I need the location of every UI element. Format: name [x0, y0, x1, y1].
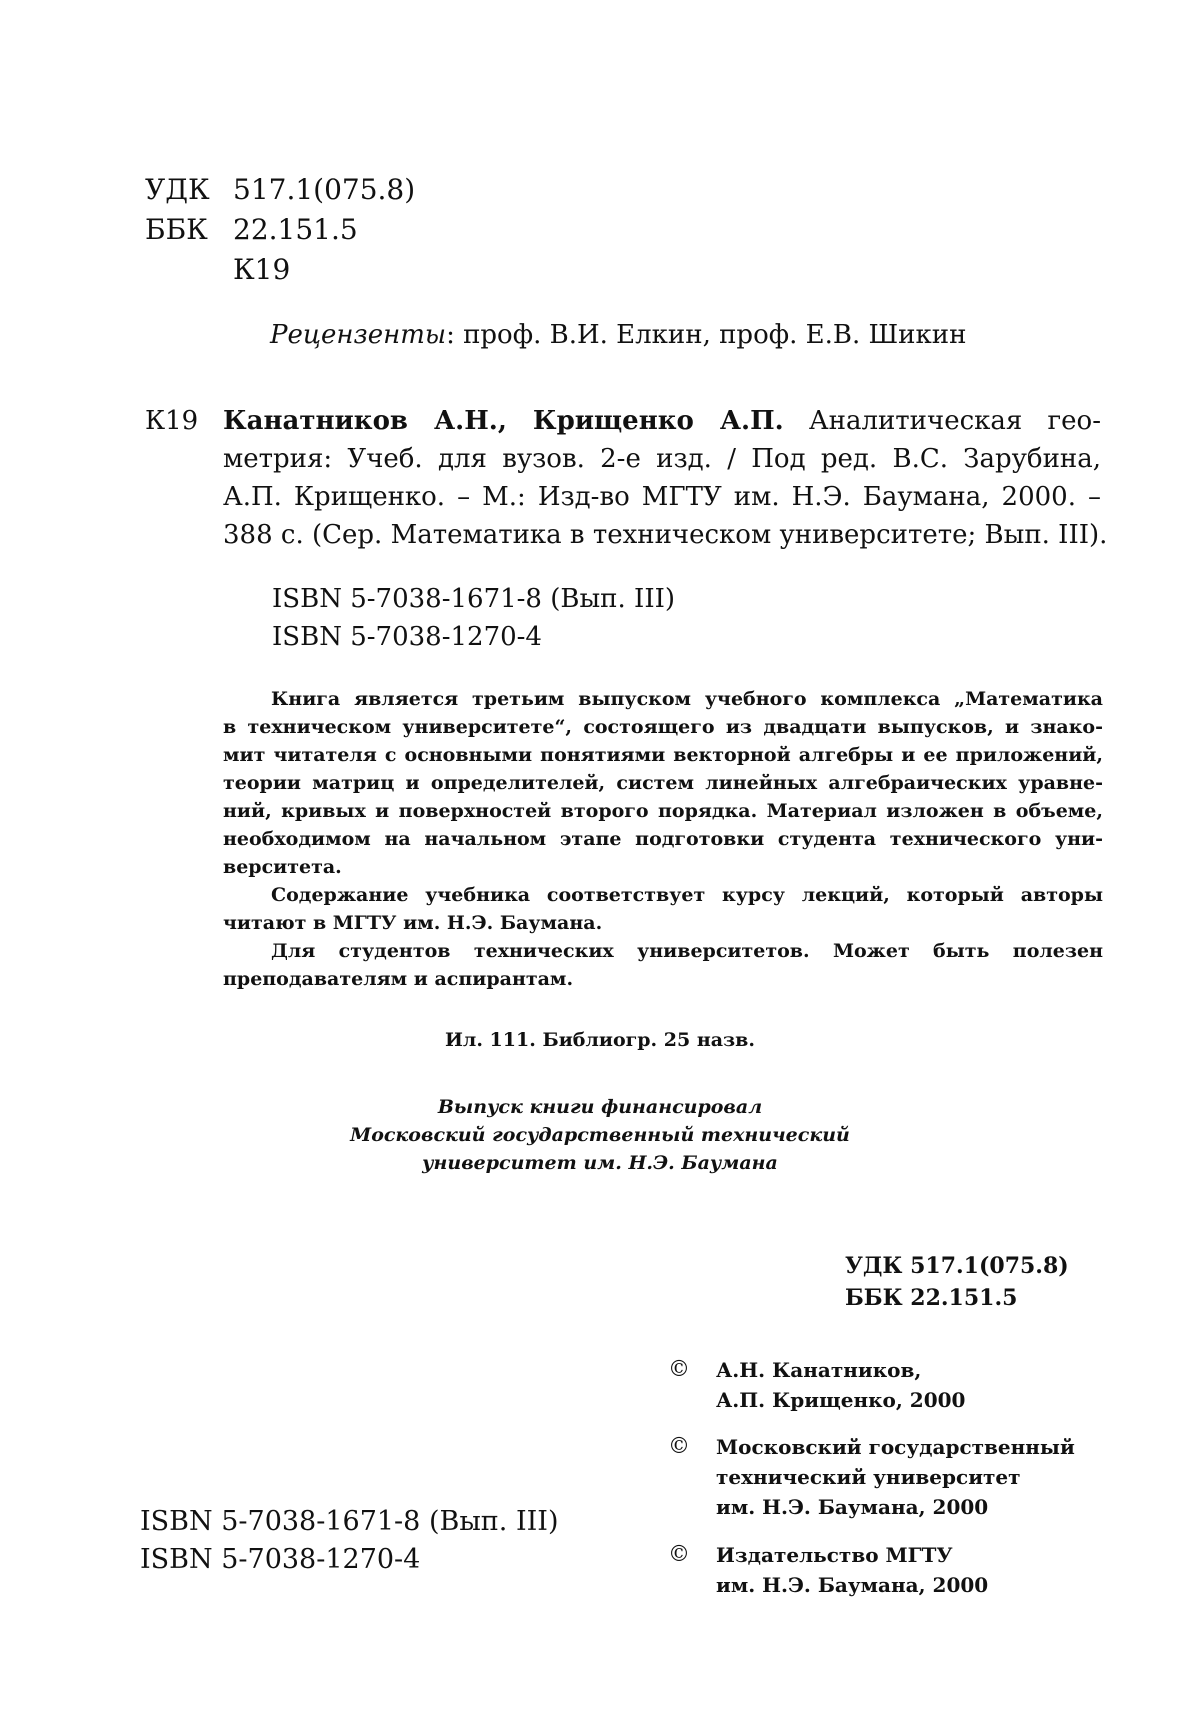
reviewers-text: : проф. В.И. Елкин, проф. Е.В. Шикин: [446, 320, 967, 350]
annotation-line: Содержание учебника соответствует курсу лекций, который авторы: [271, 884, 1103, 906]
illustrations-count: Ил. 111. Библиогр. 25 назв.: [444, 1029, 755, 1051]
isbn-top-line-2: ISBN 5-7038-1270-4: [272, 622, 542, 652]
copyright-authors: [668, 1355, 965, 1415]
isbn-top-line-1: ISBN 5-7038-1671-8 (Вып. III): [272, 584, 675, 614]
entry-code: К19: [145, 406, 199, 436]
copyright-line: технический университет: [716, 1465, 1021, 1489]
copyright-line: Издательство МГТУ: [716, 1543, 953, 1567]
annotation-line: ний, кривых и поверхностей второго порядка. Материал изложен в объеме,: [223, 800, 1103, 822]
copyright-line: А.Н. Канатников,: [716, 1358, 922, 1382]
copyright-icon: ©: [668, 1434, 690, 1459]
copyright-icon: ©: [668, 1542, 690, 1567]
annotation-line: в техническом университете“, состоящего из двадцати выпусков, и знако-: [223, 716, 1103, 738]
bbk-line: [145, 210, 415, 250]
entry-line-3: А.П. Крищенко. – М.: Изд-во МГТУ им. Н.Э. Баумана, 2000. –: [223, 482, 1101, 512]
bbk-value: 22.151.5: [233, 213, 358, 246]
annotation-paragraph-1: [223, 685, 1103, 881]
bibliographic-entry: [223, 402, 1108, 554]
annotation-line: Книга является третьим выпуском учебного комплекса „Математика: [271, 688, 1103, 710]
udk-line: [145, 170, 415, 210]
copyright-line: А.П. Крищенко, 2000: [716, 1388, 966, 1412]
entry-line-1-rest: Аналитическая гео-: [783, 406, 1101, 436]
isbn-top: [272, 580, 675, 656]
annotation-line: преподавателям и аспирантам.: [223, 968, 574, 990]
annotation-paragraph-2: [223, 881, 1103, 937]
udk-value: 517.1(075.8): [233, 173, 416, 206]
annotation-line: Для студентов технических университетов. Может быть полезен: [271, 940, 1103, 962]
copyright-icon: ©: [668, 1357, 690, 1382]
annotation-line: мит читателя с основными понятиями векторной алгебры и ее приложений,: [223, 744, 1103, 766]
bbk-bottom: ББК 22.151.5: [845, 1285, 1018, 1311]
isbn-bottom-line-1: ISBN 5-7038-1671-8 (Вып. III): [140, 1506, 559, 1537]
reviewers-line: [270, 318, 966, 352]
copyright-publisher: [668, 1540, 988, 1600]
funding-line-1: Выпуск книги финансировал: [437, 1096, 763, 1118]
funding-note: [0, 1093, 1200, 1177]
copyright-line: Московский государственный: [716, 1435, 1075, 1459]
copyright-line: им. Н.Э. Баумана, 2000: [716, 1495, 989, 1519]
annotation-line: читают в МГТУ им. Н.Э. Баумана.: [223, 912, 603, 934]
udk-bottom: УДК 517.1(075.8): [845, 1253, 1069, 1279]
annotation-line: необходимом на начальном этапе подготовки студента технического уни-: [223, 828, 1103, 850]
entry-line-4: 388 с. (Сер. Математика в техническом университете; Вып. III).: [223, 520, 1108, 550]
isbn-bottom-line-2: ISBN 5-7038-1270-4: [140, 1544, 421, 1575]
entry-authors: Канатников А.Н., Крищенко А.П.: [223, 406, 784, 436]
annotation: [223, 685, 1103, 993]
bbk-label: ББК: [145, 213, 208, 246]
annotation-line: теории матриц и определителей, систем линейных алгебраических уравне-: [223, 772, 1103, 794]
copyright-line: им. Н.Э. Баумана, 2000: [716, 1573, 989, 1597]
isbn-bottom: [140, 1503, 559, 1579]
annotation-line: верситета.: [223, 856, 342, 878]
reviewers-label: Рецензенты: [270, 320, 447, 350]
entry-line-2: метрия: Учеб. для вузов. 2-е изд. / Под ред. В.С. Зарубина,: [223, 444, 1101, 474]
copyright-university: [668, 1432, 1075, 1522]
author-mark: К19: [233, 253, 291, 286]
entry-line-1: [223, 402, 1101, 440]
annotation-paragraph-3: [223, 937, 1103, 993]
author-mark-line: [145, 250, 415, 290]
classification-bottom: [845, 1250, 1069, 1314]
funding-line-3: университет им. Н.Э. Баумана: [422, 1152, 778, 1174]
udk-label: УДК: [145, 173, 210, 206]
funding-line-2: Московский государственный технический: [350, 1124, 850, 1146]
classification-block: [145, 170, 415, 290]
